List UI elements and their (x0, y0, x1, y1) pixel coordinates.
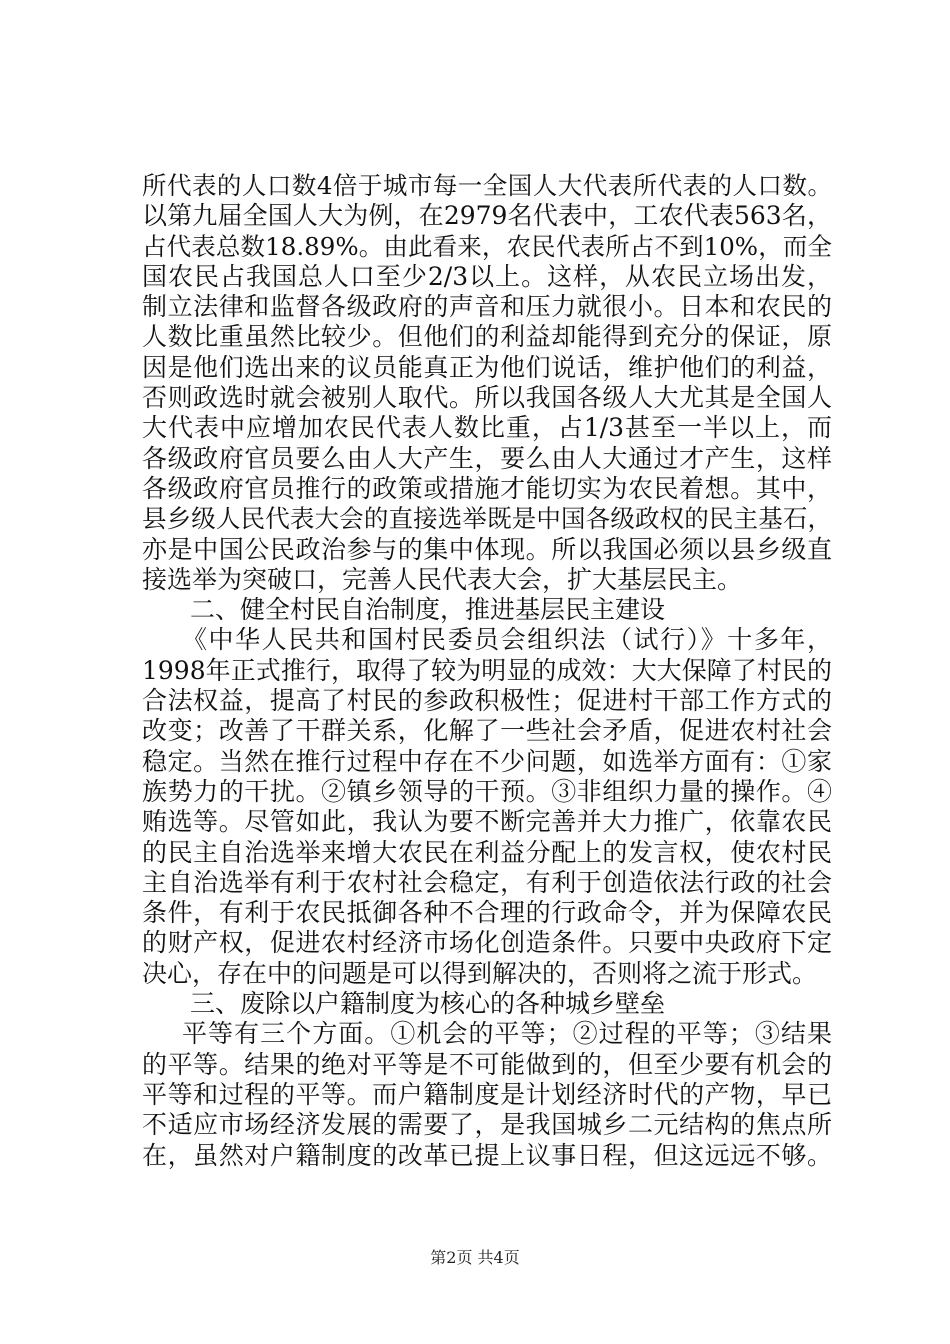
text-line: 主自治选举有利于农村社会稳定，有利于创造依法行政的社会 (142, 867, 832, 897)
text-line: 所代表的人口数4倍于城市每一全国人大代表所代表的人口数。 (142, 171, 832, 200)
text-line: 在，虽然对户籍制度的改革已提上议事日程，但这远远不够。 (142, 1140, 832, 1170)
text-line: 各级政府官员要么由人大产生，要么由人大通过才产生，这样 (142, 443, 832, 473)
text-line: 合法权益，提高了村民的参政积极性；促进村干部工作方式的 (142, 686, 832, 716)
text-line: 的平等。结果的绝对平等是不可能做到的，但至少要有机会的 (142, 1049, 832, 1079)
text-line: 因是他们选出来的议员能真正为他们说话，维护他们的利益， (142, 352, 832, 382)
section-heading: 二、健全村民自治制度，推进基层民主建设 (190, 595, 666, 625)
text-line: 否则政选时就会被别人取代。所以我国各级人大尤其是全国人 (142, 383, 832, 413)
text-line: 平等有三个方面。①机会的平等；②过程的平等；③结果 (182, 1019, 832, 1049)
page-footer: 第2页 共4页 (430, 1248, 520, 1267)
text-line: 国农民占我国总人口至少2/3以上。这样，从农民立场出发， (142, 261, 832, 291)
text-line: 的财产权，促进农村经济市场化创造条件。只要中央政府下定 (142, 928, 832, 958)
text-line: 决心，存在中的问题是可以得到解决的，否则将之流于形式。 (142, 958, 818, 988)
text-line: 人数比重虽然比较少。但他们的利益却能得到充分的保证，原 (142, 322, 832, 352)
text-line: 大代表中应增加农民代表人数比重，占1/3甚至一半以上，而 (142, 413, 832, 443)
text-line: 平等和过程的平等。而户籍制度是计划经济时代的产物，早已 (142, 1079, 832, 1109)
text-line: 各级政府官员推行的政策或措施才能切实为农民着想。其中， (142, 473, 832, 503)
text-line: 贿选等。尽管如此，我认为要不断完善并大力推广，依靠农民 (142, 807, 832, 837)
text-line: 占代表总数18.89%。由此看来，农民代表所占不到10%，而全 (142, 231, 832, 261)
text-line: 亦是中国公民政治参与的集中体现。所以我国必须以县乡级直 (142, 534, 832, 564)
text-line: 条件，有利于农民抵御各种不合理的行政命令，并为保障农民 (142, 898, 832, 928)
text-line: 制立法律和监督各级政府的声音和压力就很小。日本和农民的 (142, 292, 832, 322)
text-line: 1998年正式推行，取得了较为明显的成效：大大保障了村民的 (142, 655, 832, 685)
text-line: 以第九届全国人大为例，在2979名代表中，工农代表563名， (142, 201, 832, 231)
text-line: 《中华人民共和国村民委员会组织法（试行）》十多年， (182, 625, 832, 655)
section-heading: 三、废除以户籍制度为核心的各种城乡壁垒 (190, 989, 666, 1019)
text-line: 族势力的干扰。②镇乡领导的干预。③非组织力量的操作。④ (142, 776, 832, 806)
text-line: 的民主自治选举来增大农民在利益分配上的发言权，使农村民 (142, 837, 832, 867)
body-text (142, 171, 832, 1171)
text-line: 稳定。当然在推行过程中存在不少问题，如选举方面有：①家 (142, 746, 832, 776)
text-line: 县乡级人民代表大会的直接选举既是中国各级政权的民主基石， (142, 504, 832, 534)
text-line: 改变；改善了干群关系，化解了一些社会矛盾，促进农村社会 (142, 716, 832, 746)
text-line: 接选举为突破口，完善人民代表大会，扩大基层民主。 (142, 564, 743, 594)
text-line: 不适应市场经济发展的需要了，是我国城乡二元结构的焦点所 (142, 1110, 832, 1140)
